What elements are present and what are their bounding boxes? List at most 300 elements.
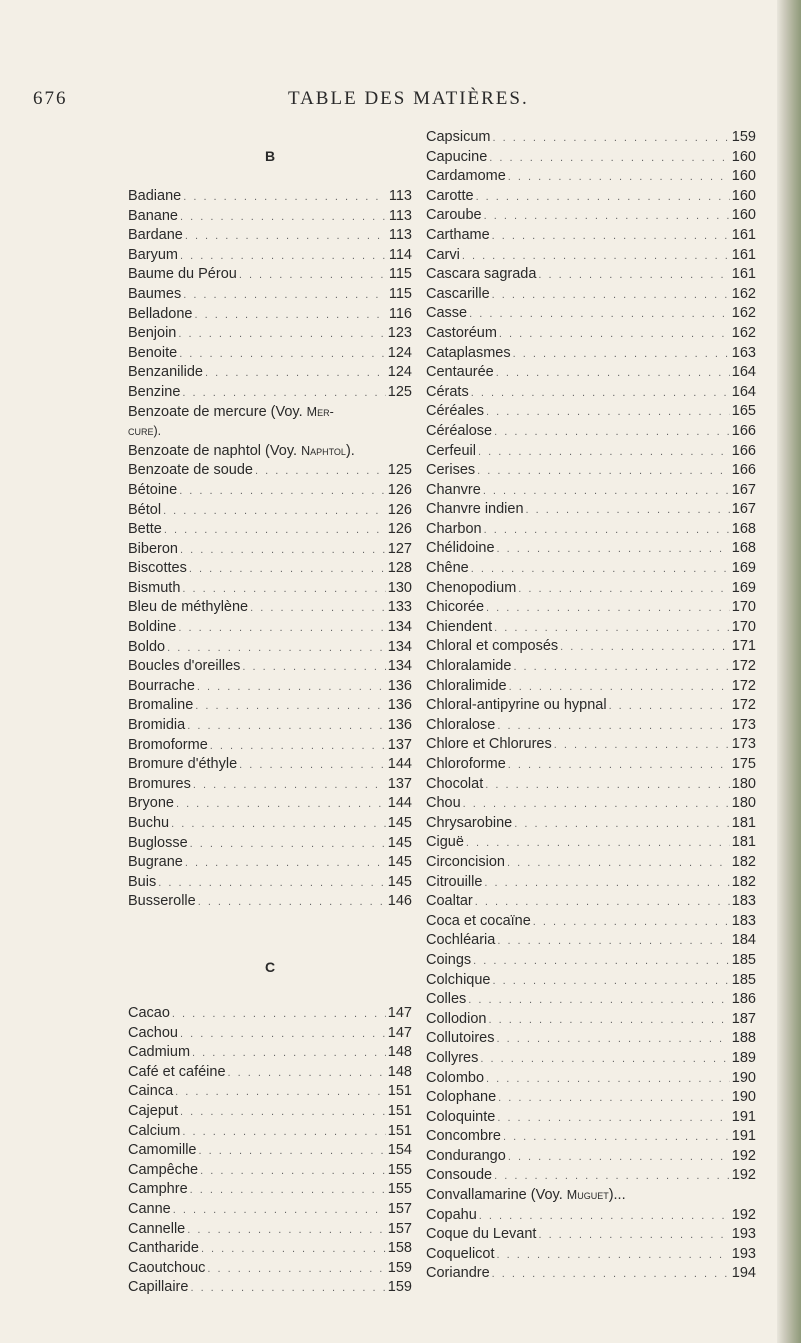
index-entry: [128, 1161, 412, 1181]
index-entry: [128, 1278, 412, 1298]
entry-page-number: 133: [387, 599, 412, 616]
dot-leader: [173, 1201, 386, 1221]
index-entry: [426, 1264, 756, 1284]
entry-page-number: 144: [387, 795, 412, 812]
entry-page-number: 115: [388, 266, 412, 283]
entry-name: Coings: [426, 951, 472, 968]
entry-name: Cascarille: [426, 285, 490, 302]
dot-leader: [508, 1148, 730, 1168]
dot-leader: [513, 345, 730, 365]
entry-page-number: 173: [731, 716, 756, 733]
dot-leader: [538, 1226, 729, 1246]
dot-leader: [471, 560, 730, 580]
section-letter-c: C: [264, 958, 276, 975]
page-number: 676: [33, 88, 68, 109]
dot-leader: [167, 639, 386, 659]
dot-leader: [182, 1123, 385, 1143]
entry-name: Carthame: [426, 226, 490, 243]
dot-leader: [509, 678, 730, 698]
index-entry: [426, 1166, 756, 1186]
index-entry: [128, 344, 412, 364]
entry-name: Banane: [128, 207, 178, 224]
index-entry: [128, 736, 412, 756]
entry-name: Capsicum: [426, 129, 491, 145]
entry-name: Chanvre: [426, 481, 481, 498]
entry-name: Biberon: [128, 540, 178, 557]
index-entry: [426, 539, 756, 559]
dot-leader: [250, 599, 386, 619]
dot-leader: [479, 1207, 730, 1227]
entry-name: Bromure d'éthyle: [128, 756, 238, 773]
index-entry: [128, 1220, 412, 1240]
entry-page-number: 165: [731, 403, 756, 420]
dot-leader: [486, 403, 730, 423]
dot-leader: [176, 795, 386, 815]
cross-reference: Mer-: [306, 404, 334, 419]
dot-leader: [239, 266, 386, 286]
dot-leader: [197, 678, 386, 698]
entry-page-number: 183: [731, 912, 756, 929]
dot-leader: [483, 482, 730, 502]
entry-name: Charbon: [426, 520, 482, 537]
entry-page-number: 188: [731, 1030, 756, 1047]
dot-leader: [496, 364, 730, 384]
index-entry: [426, 990, 756, 1010]
dot-leader: [503, 1128, 730, 1148]
entry-page-number: 194: [731, 1265, 756, 1282]
dot-leader: [201, 1240, 386, 1260]
entry-page-number: 182: [731, 853, 756, 870]
dot-leader: [513, 658, 729, 678]
index-entry: [128, 794, 412, 814]
entry-name: Cantharide: [128, 1240, 199, 1257]
entry-name: Chanvre indien: [426, 501, 524, 518]
entry-name: Collutoires: [426, 1030, 495, 1047]
dot-leader: [484, 207, 730, 227]
entry-name: Carvi: [426, 246, 460, 263]
index-entry: [128, 657, 412, 677]
entry-name: Buglosse: [128, 834, 188, 851]
dot-leader: [486, 1070, 730, 1090]
index-entry: [128, 834, 412, 854]
dot-leader: [171, 815, 386, 835]
entry-text-end: ).: [345, 442, 355, 459]
entry-name: Chloralamide: [426, 658, 512, 675]
index-entry: [128, 677, 412, 697]
entry-name: Cainca: [128, 1083, 174, 1100]
entry-page-number: 190: [731, 1069, 756, 1086]
dot-leader: [463, 795, 730, 815]
entry-name: Bette: [128, 521, 162, 538]
entry-page-number: 172: [731, 658, 756, 675]
entry-page-number: 172: [731, 677, 756, 694]
entry-page-number: 134: [387, 658, 412, 675]
dot-leader: [172, 1005, 386, 1025]
entry-page-number: 182: [731, 873, 756, 890]
entry-name: Chrysarobine: [426, 814, 513, 831]
index-entry: [128, 481, 412, 501]
index-entry: [426, 696, 756, 716]
entry-name: Benzanilide: [128, 364, 203, 381]
entry-page-number: 166: [731, 422, 756, 439]
entry-name: Chlore et Chlorures: [426, 736, 552, 753]
dot-leader: [187, 1221, 386, 1241]
dot-leader: [179, 345, 386, 365]
entry-page-number: 167: [731, 481, 756, 498]
entry-name: Bourrache: [128, 677, 195, 694]
entry-page-number: 161: [731, 226, 756, 243]
entry-page-number: 169: [731, 560, 756, 577]
entry-name: Boucles d'oreilles: [128, 658, 241, 675]
index-entry: [128, 814, 412, 834]
dot-leader: [494, 423, 730, 443]
dot-leader: [200, 1162, 386, 1182]
index-entry: [128, 1043, 412, 1063]
index-entry: [128, 1239, 412, 1259]
entry-name: Circoncision: [426, 853, 505, 870]
index-entry: [426, 402, 756, 422]
entry-page-number: 134: [387, 619, 412, 636]
dot-leader: [480, 1050, 729, 1070]
entry-page-number: 160: [731, 187, 756, 204]
entry-page-number: 137: [387, 775, 412, 792]
index-entry: [426, 735, 756, 755]
entry-name: Chocolat: [426, 775, 484, 792]
entry-page-number: 166: [731, 442, 756, 459]
entry-page-number: 125: [387, 383, 412, 400]
index-entry: [128, 1141, 412, 1161]
entry-name: Colles: [426, 991, 467, 1008]
index-entry: [426, 422, 756, 442]
entry-name: Consoude: [426, 1167, 493, 1184]
dot-leader: [228, 1064, 386, 1084]
entry-page-number: 173: [731, 736, 756, 753]
index-entry: [426, 755, 756, 775]
entry-name: Baryum: [128, 246, 178, 263]
index-entry: [426, 618, 756, 638]
entry-name: Condurango: [426, 1147, 506, 1164]
index-list-b-continued: [128, 461, 412, 912]
index-entry: [128, 598, 412, 618]
entry-name: Bardane: [128, 227, 183, 244]
entry-page-number: 113: [388, 227, 412, 244]
index-entry: [128, 1122, 412, 1142]
entry-page-number: 168: [731, 520, 756, 537]
entry-page-number: 144: [387, 756, 412, 773]
entry-page-number: 113: [388, 188, 412, 204]
index-entry: [426, 285, 756, 305]
dot-leader: [178, 619, 385, 639]
entry-name: Bromaline: [128, 697, 194, 714]
index-entry: [426, 951, 756, 971]
entry-page-number: 185: [731, 951, 756, 968]
dot-leader: [175, 1083, 386, 1103]
index-entry-convallamarine: [426, 1186, 756, 1206]
entry-name: Chicorée: [426, 599, 485, 616]
entry-name: Chloral et composés: [426, 638, 559, 655]
index-entry: [128, 461, 412, 481]
entry-page-number: 166: [731, 462, 756, 479]
entry-page-number: 126: [387, 481, 412, 498]
entry-page-number: 186: [731, 991, 756, 1008]
entry-name: Collyres: [426, 1049, 479, 1066]
page-title: TABLE DES MATIÈRES.: [288, 88, 529, 109]
entry-page-number: 170: [731, 599, 756, 616]
index-entry: [426, 128, 756, 148]
entry-name: Baume du Pérou: [128, 266, 237, 283]
index-entry: [128, 383, 412, 403]
entry-page-number: 151: [387, 1083, 412, 1100]
dot-leader: [609, 697, 730, 717]
dot-leader: [494, 619, 730, 639]
entry-page-number: 180: [731, 775, 756, 792]
entry-page-number: 160: [731, 207, 756, 224]
entry-page-number: 161: [731, 246, 756, 263]
entry-name: Céréalose: [426, 422, 493, 439]
index-list-c: [128, 1004, 412, 1298]
entry-name: Bromidia: [128, 717, 186, 734]
entry-name: Cascara sagrada: [426, 266, 537, 283]
entry-name: Cerises: [426, 462, 476, 479]
entry-name: Benoite: [128, 344, 178, 361]
index-entry: [128, 207, 412, 227]
dot-leader: [193, 776, 386, 796]
entry-name: Casse: [426, 305, 468, 322]
entry-name: Boldine: [128, 619, 177, 636]
index-entry: [426, 1206, 756, 1226]
index-list-right: [426, 128, 756, 1186]
index-entry: [426, 324, 756, 344]
dot-leader: [497, 540, 730, 560]
dot-leader: [185, 227, 386, 247]
index-entry: [426, 500, 756, 520]
entry-page-number: 127: [387, 540, 412, 557]
entry-page-number: 184: [731, 932, 756, 949]
entry-page-number: 183: [731, 893, 756, 910]
dot-leader: [497, 1246, 730, 1266]
dot-leader: [210, 737, 386, 757]
index-entry-benzoate-mercure: [128, 403, 412, 423]
dot-leader: [462, 247, 730, 267]
index-entry: [426, 383, 756, 403]
index-entry: [426, 1010, 756, 1030]
entry-name: Bromures: [128, 775, 191, 792]
index-entry: [426, 559, 756, 579]
index-entry: [426, 1029, 756, 1049]
entry-name: Colombo: [426, 1069, 485, 1086]
index-entry: [128, 1004, 412, 1024]
entry-name: Caroube: [426, 207, 482, 224]
entry-page-number: 191: [731, 1128, 756, 1145]
index-entry: [128, 305, 412, 325]
entry-page-number: 191: [731, 1108, 756, 1125]
entry-page-number: 136: [387, 717, 412, 734]
dot-leader: [198, 893, 386, 913]
dot-leader: [493, 972, 730, 992]
index-entry: [128, 618, 412, 638]
entry-name: Chélidoine: [426, 540, 495, 557]
dot-leader: [514, 815, 730, 835]
entry-page-number: 115: [388, 285, 412, 302]
entry-name: Copahu: [426, 1206, 477, 1223]
entry-name: Céréales: [426, 403, 485, 420]
entry-page-number: 181: [731, 814, 756, 831]
entry-page-number: 116: [388, 305, 412, 322]
index-entry: [128, 1259, 412, 1279]
dot-leader: [497, 932, 729, 952]
dot-leader: [182, 384, 385, 404]
entry-name: Chloral-antipyrine ou hypnal: [426, 697, 607, 714]
dot-leader: [485, 776, 730, 796]
dot-leader: [183, 286, 386, 306]
dot-leader: [499, 325, 730, 345]
index-entry: [128, 1063, 412, 1083]
index-entry: [426, 226, 756, 246]
entry-page-number: 123: [387, 325, 412, 342]
index-entry: [128, 1200, 412, 1220]
index-entry: [426, 931, 756, 951]
dot-leader: [484, 521, 730, 541]
entry-page-number: 171: [731, 638, 756, 655]
dot-leader: [187, 717, 386, 737]
entry-text: Benzoate de mercure (Voy.: [128, 403, 307, 420]
index-entry: [128, 1024, 412, 1044]
index-entry-continuation: [128, 422, 412, 442]
entry-page-number: 145: [387, 815, 412, 831]
dot-leader: [468, 991, 730, 1011]
left-column: [128, 145, 412, 1298]
index-entry: [426, 167, 756, 187]
dot-leader: [489, 149, 730, 169]
index-entry: [426, 971, 756, 991]
dot-leader: [484, 874, 729, 894]
dot-leader: [180, 1103, 386, 1123]
entry-page-number: 145: [387, 834, 412, 851]
entry-page-number: 164: [731, 383, 756, 400]
entry-page-number: 159: [387, 1279, 412, 1296]
entry-page-number: 187: [731, 1010, 756, 1027]
index-entry: [128, 1180, 412, 1200]
entry-page-number: 126: [387, 521, 412, 538]
entry-page-number: 148: [387, 1044, 412, 1061]
index-entry: [128, 1082, 412, 1102]
index-entry: [426, 187, 756, 207]
index-entry: [426, 246, 756, 266]
dot-leader: [180, 1025, 386, 1045]
entry-name: Chou: [426, 795, 461, 812]
dot-leader: [492, 1265, 730, 1285]
entry-name: Benzoate de soude: [128, 462, 253, 479]
entry-page-number: 161: [731, 266, 756, 283]
dot-leader: [560, 638, 730, 658]
dot-leader: [477, 462, 730, 482]
index-entry: [426, 1127, 756, 1147]
dot-leader: [180, 247, 386, 267]
index-entry: [426, 853, 756, 873]
entry-name: Coriandre: [426, 1265, 490, 1282]
entry-page-number: 180: [731, 795, 756, 812]
index-entry: [128, 1102, 412, 1122]
cross-reference: cure).: [128, 424, 162, 439]
entry-name: Baumes: [128, 285, 182, 302]
index-list-right-continued: [426, 1206, 756, 1284]
entry-name: Centaurée: [426, 364, 494, 381]
entry-name: Bétol: [128, 501, 162, 518]
index-entry: [426, 461, 756, 481]
dot-leader: [190, 1181, 386, 1201]
index-entry: [426, 344, 756, 364]
entry-page-number: 145: [387, 854, 412, 871]
dot-leader: [190, 835, 386, 855]
index-entry: [128, 324, 412, 344]
entry-name: Canne: [128, 1200, 171, 1217]
index-entry: [128, 579, 412, 599]
entry-name: Caoutchouc: [128, 1259, 206, 1276]
dot-leader: [488, 1011, 729, 1031]
entry-name: Badiane: [128, 188, 182, 204]
entry-page-number: 126: [387, 501, 412, 518]
entry-page-number: 113: [388, 207, 412, 224]
entry-name: Biscottes: [128, 560, 187, 577]
entry-name: Bleu de méthylène: [128, 599, 249, 616]
entry-name: Concombre: [426, 1128, 501, 1145]
index-entry: [426, 579, 756, 599]
dot-leader: [183, 188, 386, 208]
index-entry: [426, 794, 756, 814]
dot-leader: [508, 756, 730, 776]
entry-page-number: 155: [387, 1181, 412, 1198]
index-entry: [426, 1147, 756, 1167]
entry-name: Belladone: [128, 305, 193, 322]
entry-page-number: 189: [731, 1049, 756, 1066]
index-entry: [426, 1108, 756, 1128]
index-entry: [426, 716, 756, 736]
index-entry: [128, 540, 412, 560]
dot-leader: [164, 521, 386, 541]
index-entry: [426, 1245, 756, 1265]
index-entry: [128, 363, 412, 383]
entry-page-number: 136: [387, 677, 412, 694]
entry-page-number: 168: [731, 540, 756, 557]
index-entry: [426, 775, 756, 795]
entry-page-number: 192: [731, 1167, 756, 1184]
entry-page-number: 145: [387, 873, 412, 890]
dot-leader: [486, 599, 730, 619]
entry-name: Camomille: [128, 1142, 197, 1159]
index-entry: [426, 1069, 756, 1089]
entry-name: Busserolle: [128, 893, 196, 910]
entry-text: Convallamarine (Voy.: [426, 1187, 567, 1204]
entry-name: Cacao: [128, 1004, 170, 1021]
entry-page-number: 169: [731, 579, 756, 596]
dot-leader: [475, 893, 730, 913]
page-edge: [777, 0, 801, 1343]
entry-name: Chêne: [426, 560, 469, 577]
dot-leader: [182, 580, 385, 600]
entry-name: Chenopodium: [426, 579, 517, 596]
entry-name: Cataplasmes: [426, 344, 511, 361]
entry-page-number: 190: [731, 1089, 756, 1106]
entry-page-number: 157: [387, 1220, 412, 1237]
entry-page-number: 162: [731, 305, 756, 322]
entry-page-number: 185: [731, 971, 756, 988]
entry-page-number: 160: [731, 148, 756, 165]
entry-name: Cannelle: [128, 1220, 186, 1237]
entry-name: Benjoin: [128, 325, 177, 342]
entry-page-number: 160: [731, 168, 756, 185]
entry-name: Castoréum: [426, 324, 497, 341]
entry-name: Campêche: [128, 1161, 199, 1178]
